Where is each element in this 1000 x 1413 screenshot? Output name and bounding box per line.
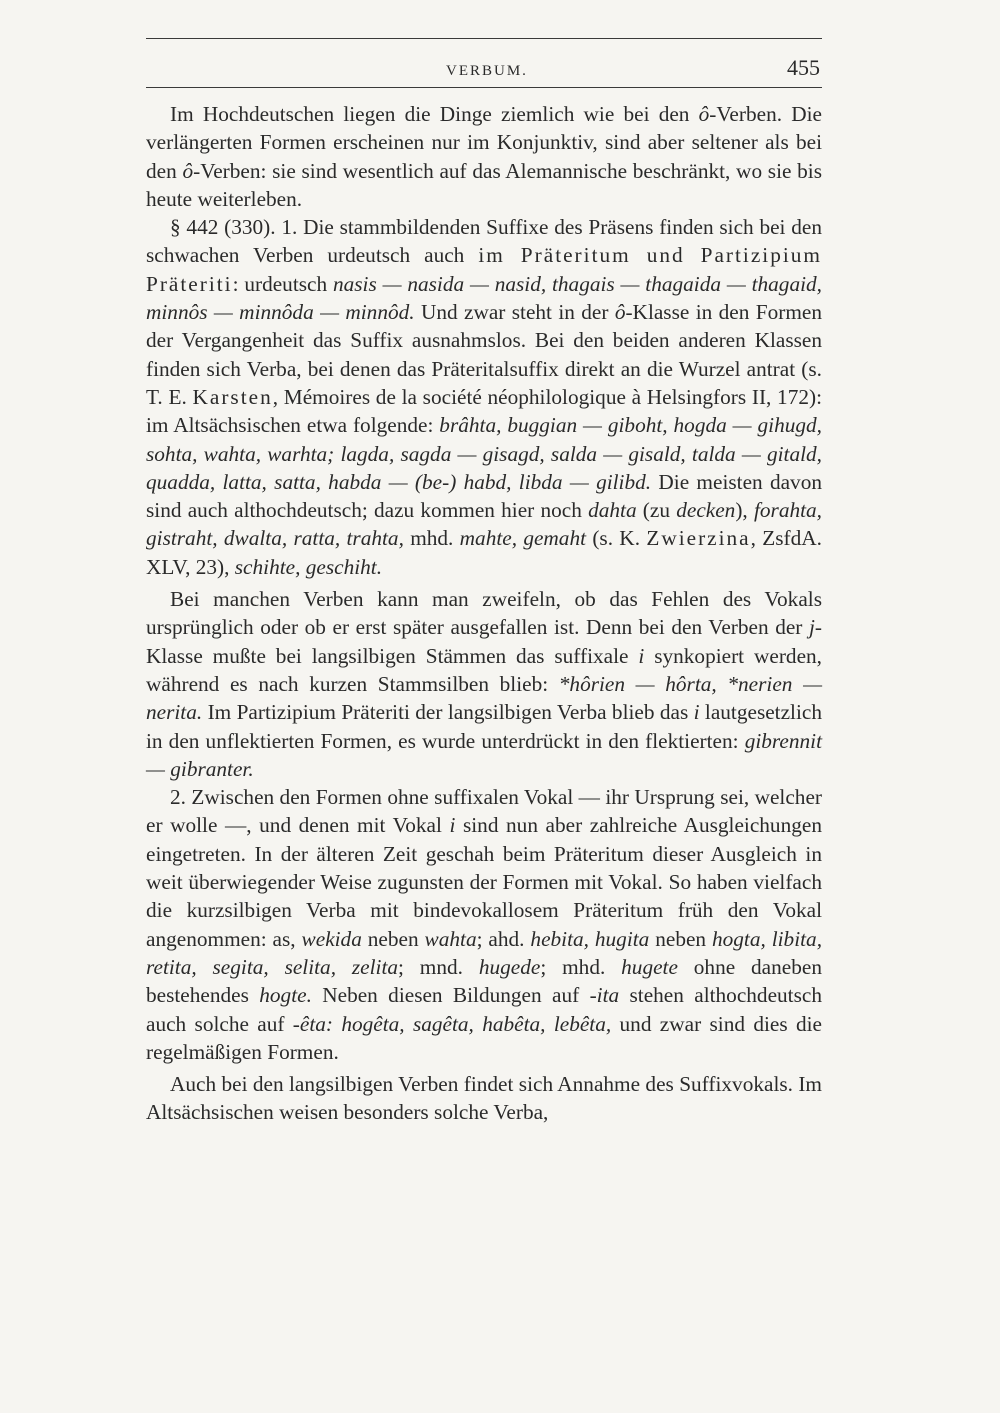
- italic-run: wekida: [301, 926, 362, 951]
- page-number: 455: [787, 55, 820, 80]
- text-run: ; mnd.: [398, 954, 479, 979]
- paragraph-1: [146, 100, 822, 213]
- italic-run: i: [449, 813, 456, 838]
- running-title: VERBUM.: [446, 63, 528, 79]
- text-run: mhd.: [403, 526, 460, 551]
- text-run: Neben diesen Bildungen auf: [311, 983, 590, 1008]
- italic-run: schihte, geschiht.: [234, 554, 383, 579]
- text-run: § 442 (330). 1. Die stammbildenden Suffixe des Präsens finden sich bei den schwachen Verben urdeutsch auch: [146, 215, 822, 268]
- text-run: (s. K.: [586, 526, 647, 551]
- italic-run: -êta: hogêta, sagêta, habêta, lebêta,: [292, 1011, 612, 1036]
- italic-run: ô-: [698, 102, 717, 126]
- italic-run: -ita: [589, 983, 620, 1008]
- italic-run: dahta: [588, 498, 637, 523]
- text-run: -Klasse in den Formen der Vergangenheit das Suffix ausnahmslos. Bei den beiden anderen Klassen finden sich Verba, bei denen das Präteritalsuffix direkt an die Wurzel antrat (s. T. E.: [146, 300, 822, 409]
- text-run: , ZsfdA. XLV, 23),: [146, 526, 822, 579]
- text-run: sind nun aber zahlreiche Ausgleichungen eingetreten. In der älteren Zeit geschah beim Präteritum dieser Ausgleich in weit überwiegender Weise zugunsten der Formen mit Vokal. So haben vielfach die kurzsilbigen Verba mit bindevokallosem Präteritum früh den Vokal angenommen: as,: [146, 813, 822, 951]
- text-run: lautgesetzlich in den unflektierten Formen, es wurde unterdrückt in den flektierten:: [146, 700, 822, 753]
- text-run: stehen althochdeutsch auch solche auf: [146, 983, 822, 1036]
- text-run: Und zwar steht in der: [414, 300, 615, 325]
- running-header: [146, 39, 822, 87]
- italic-run: hebita, hugita: [530, 926, 650, 951]
- text-run: -Verben: sie sind wesentlich auf das Alemannische beschränkt, wo sie bis heute weiterleben.: [146, 158, 822, 211]
- italic-run: i: [638, 643, 645, 668]
- text-run: ),: [735, 498, 754, 523]
- spaced-run: im Präteritum und Partizipium Präteriti: [146, 243, 823, 296]
- text-run: ; mhd.: [540, 954, 622, 979]
- italic-run: brâhta, buggian — giboht, hogda — gihugd, sohta, wahta, warhta; lagda, sagda — gisagd, salda — gisald, talda — gitald, quadda, latta, satta, habda — (be-) habd, libda — gilibd.: [146, 413, 822, 494]
- italic-run: forahta, gistraht, dwalta, ratta, trahta,: [146, 498, 823, 551]
- text-run: 2. Zwischen den Formen ohne suffixalen Vokal — ihr Ursprung sei, welcher er wolle —, und denen mit Vokal: [146, 785, 822, 838]
- text-run: ohne daneben bestehendes: [146, 954, 822, 1008]
- paragraph-3: [146, 585, 822, 783]
- spaced-run: Zwierzina: [646, 526, 751, 551]
- text-run: Verben. Die verlängerten Formen erscheinen nur im Konjunktiv, sind aber seltener als bei den: [146, 102, 822, 183]
- text-run: Bei manchen Verben kann man zweifeln, ob das Fehlen des Vokals ursprünglich oder ob er erst später ausgefallen ist. Denn bei den Verben der: [146, 587, 822, 640]
- italic-run: nasis — nasida — nasid, thagais — thagaida — thagaid, minnôs — minnôda — minnôd.: [146, 271, 822, 325]
- italic-run: j: [808, 615, 815, 640]
- italic-run: ô: [182, 158, 194, 183]
- italic-run: decken: [676, 498, 736, 523]
- italic-run: hugete: [621, 954, 678, 979]
- text-run: Die meisten davon sind auch althochdeutsch; dazu kommen hier noch: [146, 469, 822, 523]
- text-run: : urdeutsch: [232, 271, 333, 296]
- page-body: [146, 100, 822, 1127]
- italic-run: mahte, gemaht: [459, 526, 587, 551]
- text-run: ; ahd.: [476, 926, 531, 951]
- italic-run: i: [693, 700, 700, 725]
- text-run: neben: [361, 926, 425, 951]
- text-run: neben: [649, 926, 712, 951]
- italic-run: hogte.: [259, 983, 312, 1008]
- spaced-run: Karsten: [192, 384, 273, 409]
- header-rule: [146, 87, 822, 88]
- text-run: synkopiert werden, während es nach kurzen Stammsilben blieb:: [146, 643, 822, 696]
- text-run: Im Partizipium Präteriti der langsilbigen Verba blieb das: [202, 700, 694, 725]
- italic-run: hugede: [478, 954, 541, 979]
- text-run: Auch bei den langsilbigen Verben findet sich Annahme des Suffixvokals. Im Altsächsischen weisen besonders solche Verba,: [146, 1072, 822, 1125]
- paragraph-2: [146, 213, 822, 581]
- text-run: (zu: [636, 498, 677, 523]
- page: [146, 38, 822, 1127]
- text-run: und zwar sind dies die regelmäßigen Formen.: [146, 1011, 822, 1064]
- italic-run: wahta: [424, 926, 477, 951]
- paragraph-5: [146, 1070, 822, 1127]
- italic-run: hogta, libita, retita, segita, selita, zelita: [146, 926, 823, 979]
- italic-run: ô: [614, 300, 626, 325]
- italic-run: gibrennit — gibranter.: [146, 728, 822, 781]
- italic-run: *hôrien — hôrta, *nerien — nerita.: [146, 671, 823, 725]
- text-run: -Klasse mußte bei langsilbigen Stämmen das suffixale: [146, 615, 822, 668]
- paragraph-4: [146, 783, 822, 1066]
- text-run: Im Hochdeutschen liegen die Dinge ziemlich wie bei den: [170, 102, 699, 126]
- text-run: , Mémoires de la société néophilologique à Helsingfors II, 172): im Altsächsischen etwa folgende:: [146, 384, 823, 438]
